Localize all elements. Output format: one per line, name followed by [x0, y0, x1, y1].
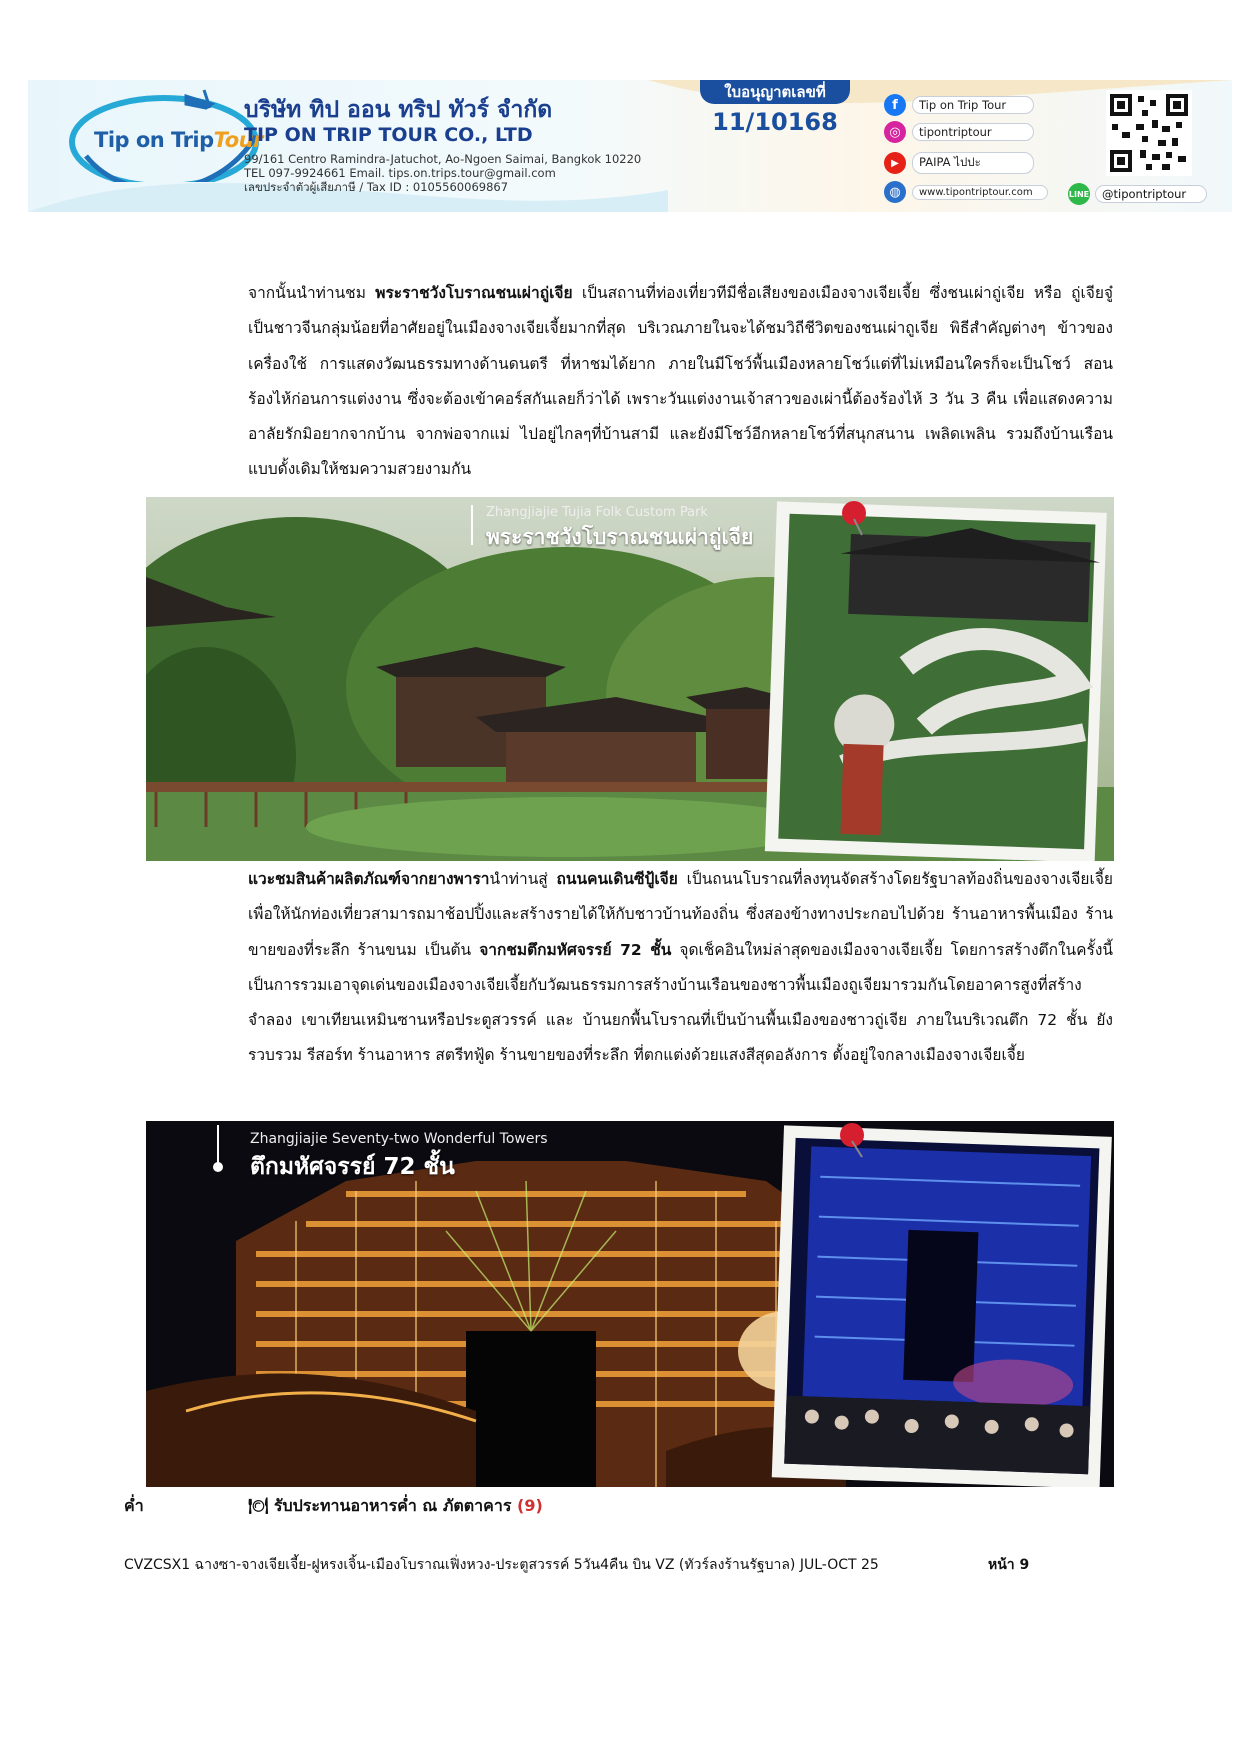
- footer-tour-code: CVZCSX1 ฉางซา-จางเจียเจี้ย-ฝูหรงเจิ้น-เมืองโบราณเฟิ่งหวง-ประตูสวรรค์ 5วัน4คืน บิน VZ (ทัวร์ลงร้านรัฐบาล) JUL-OCT 25: [124, 1557, 879, 1573]
- text-run: เป็นถนนโบราณที่ลงทุนจัดสร้างโดยรัฐบาลท้องถิ่นของจางเจียเจี้ย เพื่อให้นักท่องเที่ยวสามารถมาช้อปปิ้งและสร้างรายได้ให้กับชาวบ้านท้องถิ่น ซึ่งสองข้างทางประกอบไปด้วย ร้านอาหารพื้นเมือง ร้านขายของที่ระลึก ร้านขนม เป็นต้น: [248, 870, 1113, 959]
- facebook-icon: f: [884, 94, 906, 116]
- place-name: พระราชวังโบราณชนเผ่าถู่เจีย: [375, 284, 573, 302]
- social-label: PAIPA ไปปะ: [912, 152, 1034, 174]
- social-label: tipontriptour: [912, 123, 1034, 141]
- text-run: เป็นสถานที่ท่องเที่ยวทีมีชื่อเสียงของเมืองจางเจียเจี้ย ซึ่งชนเผ่าถู่เจีย หรือ ถู่เจียจู๋ เป็นชาวจีนกลุ่มน้อยที่อาศัยอยู่ในเมืองจางเจียเจี้ยมากที่สุด บริเวณภายในจะได้ชมวิถีชีวิตของชนเผ่าถูเจีย พิธีสำคัญต่างๆ ข้าวของเครื่องใช้ การแสดงวัฒนธรรมทางด้านดนตรี ที่หาชมได้ยาก ภายในมีโชว์พื้นเมืองหลายโชว์แต่ที่ไม่เหมือนใครก็จะเป็นโชว์ สอนร้องไห้ก่อนการแต่งงาน ซึ่งจะต้องเข้าคอร์สกันเลยก็ว่าได้ เพราะวันแต่งงานเจ้าสาวของเผ่านี้ต้องร้องไห้ 3 วัน 3 คืน เพื่อแสดงความอาลัยรักมิอยากจากบ้าน จากพ่อจากแม่ ไปอยู่ไกลๆที่บ้านสามี และยังมีโชว์อีกหลายโชว์ที่สนุกสนาน เพลิดเพลิน รวมถึงบ้านเรือนแบบดั้งเดิมให้ชมความสวยงามกัน: [248, 284, 1114, 479]
- license-label: ใบอนุญาตเลขที่: [700, 80, 850, 104]
- meal-description: [248, 1494, 543, 1519]
- social-facebook[interactable]: [884, 95, 1034, 115]
- paragraph-tujia-palace: [248, 276, 1113, 488]
- social-website[interactable]: [884, 182, 1048, 202]
- social-instagram[interactable]: [884, 122, 1034, 142]
- social-label: www.tipontriptour.com: [912, 185, 1048, 200]
- meal-text: รับประทานอาหารค่ำ ณ ภัตตาคาร: [273, 1496, 512, 1515]
- website-icon: ◍: [884, 181, 906, 203]
- meal-time-label: ค่ำ: [124, 1496, 144, 1515]
- dining-icon: 🍽: [248, 1496, 269, 1515]
- contact-line: TEL 097-9924661 Email. tips.on.trips.tour@gmail.com: [244, 166, 556, 180]
- photo-caption-english: Zhangjiajie Tujia Folk Custom Park: [486, 505, 708, 520]
- text-run: จากนั้นนำท่านชม: [248, 284, 376, 302]
- social-line[interactable]: [1068, 183, 1207, 205]
- place-name: จากชมตึกมหัศจรรย์ 72 ชั้น: [479, 940, 672, 959]
- tax-id-line: เลขประจำตัวผู้เสียภาษี / Tax ID : 0105560069867: [244, 180, 509, 194]
- page-number: หน้า 9: [988, 1557, 1030, 1573]
- youtube-icon: ▶: [884, 152, 906, 174]
- meal-count: (9): [517, 1496, 543, 1515]
- text-run: นำท่านสู่: [489, 870, 557, 888]
- license-number: 11/10168: [712, 108, 838, 136]
- photo-caption-thai: ตึกมหัศจรรย์ 72 ชั้น: [250, 1154, 455, 1180]
- social-label: @tipontriptour: [1095, 185, 1207, 203]
- place-name: ถนนคนเดินซีปู้เจีย: [556, 870, 678, 888]
- social-label: Tip on Trip Tour: [912, 96, 1034, 114]
- company-address: [244, 152, 641, 194]
- qr-code[interactable]: [1106, 90, 1192, 176]
- photo-caption-thai: พระราชวังโบราณชนเผ่าถู่เจีย: [486, 525, 754, 549]
- text-run: จุดเช็คอินใหม่ล่าสุดของเมืองจางเจียเจี้ย โดยการสร้างตึกในครั้งนี้เป็นการรวมเอาจุดเด่นของเมืองจางเจียเจี้ยกับวัฒนธรรมการสร้างบ้านเรือนของชาวพื้นเมืองถูเจียมารวมกันโดยอาคารสูงที่สร้างจำลอง เขาเทียนเหมินซานหรือประตูสวรรค์ และ บ้านยกพื้นโบราณที่เป็นบ้านพื้นเมืองของชาวถู่เจีย ภายในบริเวณตึก 72 ชั้น ยังรวบรวม รีสอร์ท ร้านอาหาร สตรีทฟู้ด ร้านขายของที่ระลึก ที่ตกแต่งด้วยแสงสีสุดอลังการ ตั้งอยู่ใจกลางเมืองจางเจียเจี้ย: [248, 940, 1113, 1065]
- line-icon: LINE: [1068, 183, 1090, 205]
- logo-text: Tip on TripTour: [94, 128, 264, 152]
- company-name-english: TIP ON TRIP TOUR CO., LTD: [244, 124, 533, 146]
- address-line: 99/161 Centro Ramindra-Jatuchot, Ao-Ngoen Saimai, Bangkok 10220: [244, 152, 642, 166]
- photo-tujia-palace: [146, 497, 1114, 861]
- company-name-thai: บริษัท ทิป ออน ทริป ทัวร์ จำกัด: [244, 97, 553, 123]
- instagram-icon: ◎: [884, 121, 906, 143]
- shop-stop: แวะชมสินค้าผลิตภัณฑ์จากยางพารา: [248, 870, 490, 888]
- photo-caption-english: Zhangjiajie Seventy-two Wonderful Towers: [250, 1131, 548, 1147]
- social-youtube[interactable]: [884, 153, 1034, 173]
- photo-72-towers: [146, 1121, 1114, 1487]
- paragraph-xibujie-street: [248, 862, 1113, 1074]
